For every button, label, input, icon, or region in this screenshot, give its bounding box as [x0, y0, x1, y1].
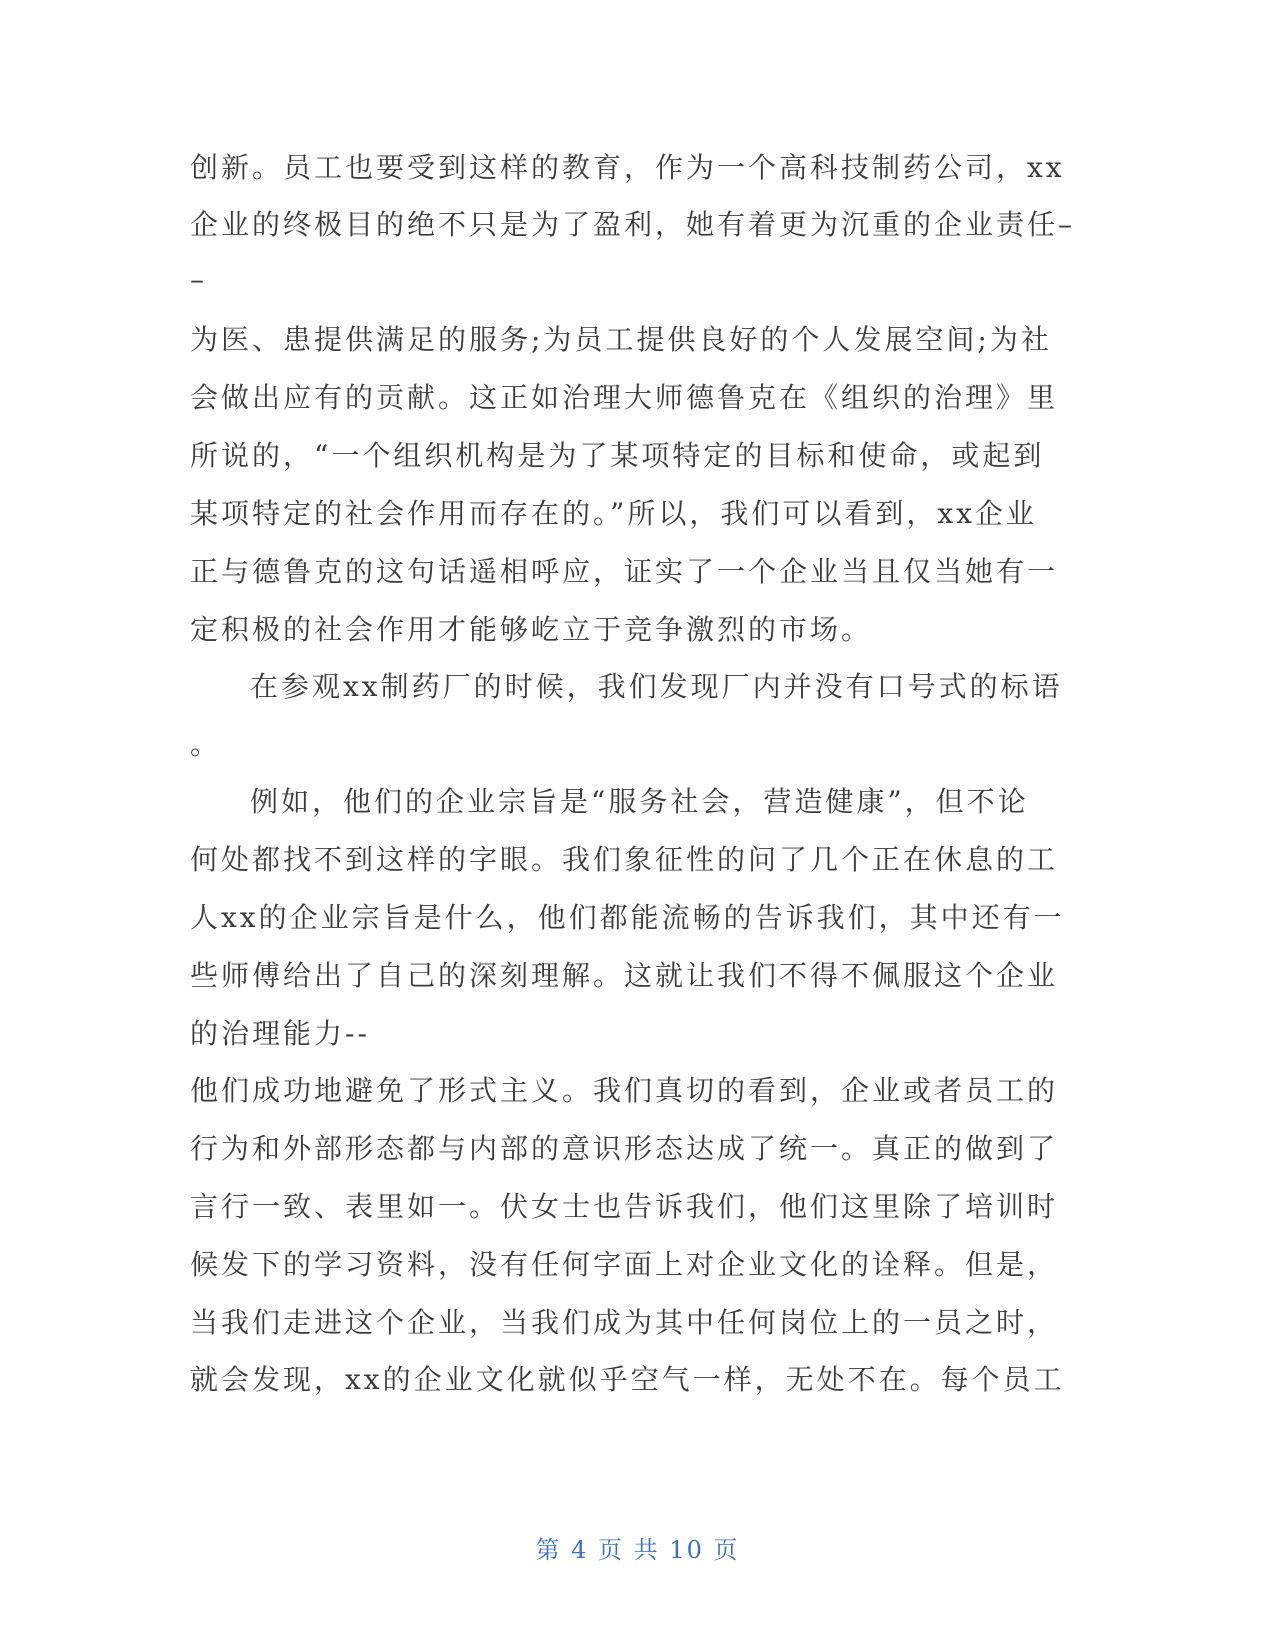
page-number-footer: 第 4 页 共 10 页	[535, 1536, 740, 1564]
text-line-21: 当我们走进这个企业，当我们成为其中任何岗位上的一员之时，	[190, 1306, 1059, 1339]
text-line-6: 所说的，“一个组织机构是为了某项特定的目标和使命，或起到	[190, 439, 1045, 472]
text-line-17: 他们成功地避免了形式主义。我们真切的看到，企业或者员工的	[190, 1074, 1059, 1107]
text-line-1: 创新。员工也要受到这样的教育，作为一个高科技制药公司，xx	[190, 151, 1065, 184]
text-line-20: 候发下的学习资料，没有任何字面上对企业文化的诠释。但是，	[190, 1248, 1059, 1281]
text-line-14: 人xx的企业宗旨是什么，他们都能流畅的告诉我们，其中还有一	[190, 901, 1065, 934]
text-line-19: 言行一致、表里如一。伏女士也告诉我们，他们这里除了培训时	[190, 1190, 1059, 1223]
text-line-5: 会做出应有的贡献。这正如治理大师德鲁克在《组织的治理》里	[190, 381, 1059, 414]
text-line-8: 正与德鲁克的这句话遥相呼应，证实了一个企业当且仅当她有一	[190, 555, 1059, 588]
text-line-2: 企业的终极目的绝不只是为了盈利，她有着更为沉重的企业责任–	[190, 208, 1076, 241]
text-line-12: 例如，他们的企业宗旨是“服务社会，营造健康”，但不论	[250, 785, 1029, 818]
text-line-9: 定积极的社会作用才能够屹立于竞争激烈的市场。	[190, 613, 873, 646]
text-line-11: 。	[190, 728, 222, 761]
text-line-7: 某项特定的社会作用而存在的。”所以，我们可以看到，xx企业	[190, 497, 1037, 530]
text-line-15: 些师傅给出了自己的深刻理解。这就让我们不得不佩服这个企业	[190, 959, 1059, 992]
text-line-10: 在参观xx制药厂的时候，我们发现厂内并没有口号式的标语	[250, 670, 1063, 703]
text-line-4: 为医、患提供满足的服务;为员工提供良好的个人发展空间;为社	[190, 323, 1052, 356]
text-line-22: 就会发现，xx的企业文化就似乎空气一样，无处不在。每个员工	[190, 1363, 1065, 1396]
text-line-13: 何处都找不到这样的字眼。我们象征性的问了几个正在休息的工	[190, 843, 1059, 876]
text-line-16: 的治理能力--	[190, 1017, 370, 1050]
text-line-18: 行为和外部形态都与内部的意识形态达成了统一。真正的做到了	[190, 1132, 1059, 1165]
text-line-3: –	[190, 263, 207, 296]
